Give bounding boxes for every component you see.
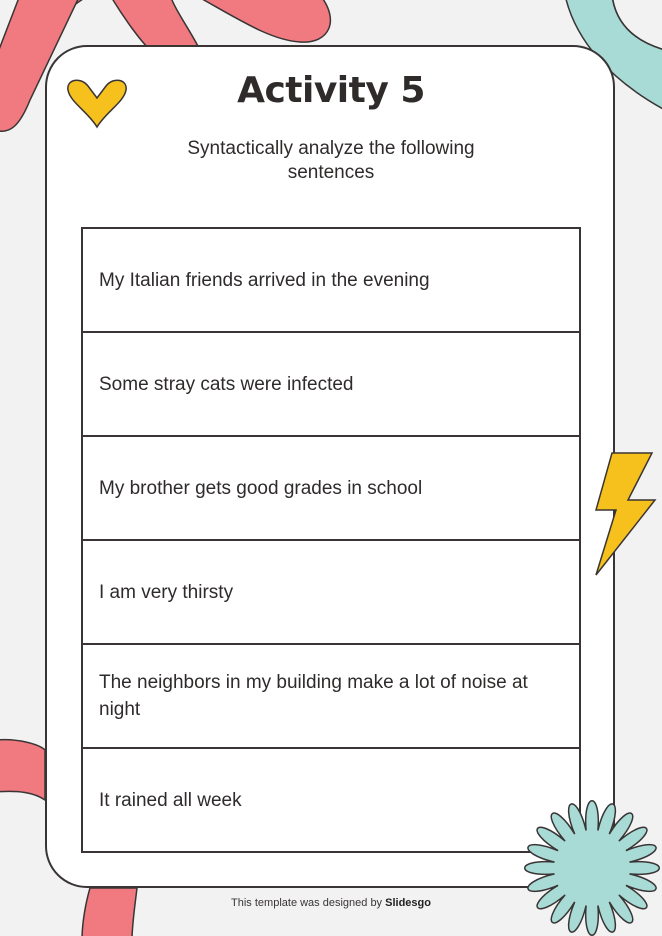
footer-prefix: This template was designed by — [231, 897, 383, 909]
lightning-icon — [596, 453, 655, 575]
table-row — [83, 229, 579, 333]
sentence-text: My Italian friends arrived in the evening — [99, 269, 430, 291]
sentence-text: Some stray cats were infected — [99, 373, 354, 395]
sentence-text: My brother gets good grades in school — [99, 477, 423, 499]
page-title: Activity 5 — [237, 70, 425, 111]
sentence-text: The neighbors in my building make a lot of noise at night — [99, 672, 528, 720]
table-row — [83, 645, 579, 749]
table-row — [83, 333, 579, 437]
table-row — [83, 437, 579, 541]
sentence-text: I am very thirsty — [99, 581, 234, 603]
footer-brand: Slidesgo — [385, 897, 431, 909]
instructions: Syntactically analyze the following sentences — [187, 138, 475, 183]
table-row — [83, 541, 579, 645]
sentence-table — [81, 227, 581, 853]
footer-credit — [0, 897, 662, 909]
table-row — [83, 749, 579, 851]
sentence-text: It rained all week — [99, 789, 242, 811]
